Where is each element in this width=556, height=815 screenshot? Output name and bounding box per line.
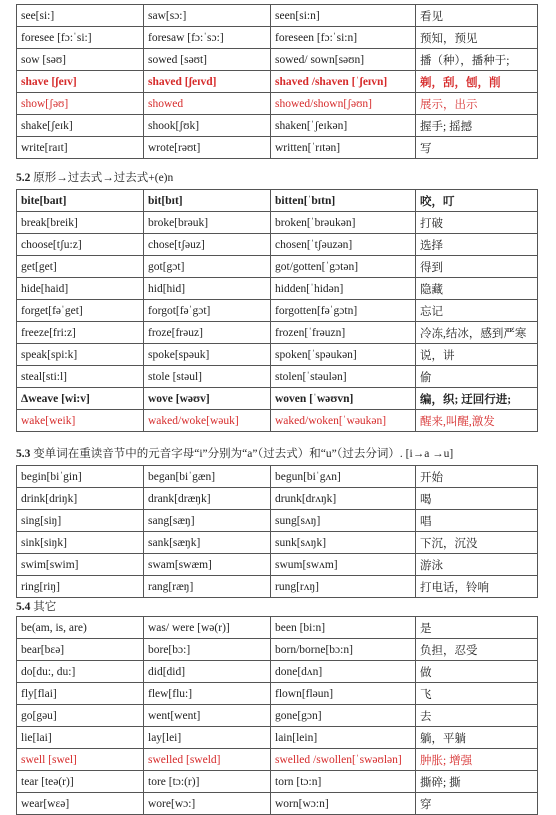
past-participle-cell: hidden[ˈhidən] — [271, 278, 416, 300]
base-form-cell: steal[sti:l] — [17, 366, 144, 388]
base-form-cell: hide[haid] — [17, 278, 144, 300]
meaning-cell: 是 — [416, 617, 538, 639]
past-tense-cell: foresaw [fɔ:ˈsɔ:] — [144, 27, 271, 49]
past-participle-cell: begun[biˈgʌn] — [271, 466, 416, 488]
verb-table-top — [16, 4, 538, 159]
past-tense-cell: bore[bɔ:] — [144, 639, 271, 661]
base-form-cell: speak[spi:k] — [17, 344, 144, 366]
table-row — [17, 212, 538, 234]
meaning-cell: 游泳 — [416, 554, 538, 576]
table-row — [17, 256, 538, 278]
past-tense-cell: hid[hid] — [144, 278, 271, 300]
table-row — [17, 388, 538, 410]
table-row — [17, 115, 538, 137]
meaning-cell: 做 — [416, 661, 538, 683]
past-tense-cell: showed — [144, 93, 271, 115]
meaning-cell: 醒来,叫醒,激发 — [416, 410, 538, 432]
section-number: 5.3 — [16, 448, 31, 460]
past-participle-cell: bitten[ˈbɪtn] — [271, 190, 416, 212]
base-form-cell: freeze[fri:z] — [17, 322, 144, 344]
past-tense-cell: shaved [ʃeɪvd] — [144, 71, 271, 93]
section-5-4-heading — [16, 598, 538, 616]
table-row — [17, 488, 538, 510]
verb-table-5-2 — [16, 189, 538, 432]
section-5-3-heading — [16, 443, 538, 465]
past-tense-cell: stole [stəul] — [144, 366, 271, 388]
past-participle-cell: broken[ˈbrəukən] — [271, 212, 416, 234]
past-tense-cell: swelled [sweld] — [144, 749, 271, 771]
past-tense-cell: broke[brəuk] — [144, 212, 271, 234]
meaning-cell: 忘记 — [416, 300, 538, 322]
table-row — [17, 617, 538, 639]
past-tense-cell: got[gɔt] — [144, 256, 271, 278]
past-tense-cell: saw[sɔ:] — [144, 5, 271, 27]
past-participle-cell: done[dʌn] — [271, 661, 416, 683]
past-participle-cell: sunk[sʌŋk] — [271, 532, 416, 554]
meaning-cell: 唱 — [416, 510, 538, 532]
meaning-cell: 躺，平躺 — [416, 727, 538, 749]
past-tense-cell: swam[swæm] — [144, 554, 271, 576]
past-tense-cell: waked/woke[wəuk] — [144, 410, 271, 432]
base-form-cell: sing[siŋ] — [17, 510, 144, 532]
meaning-cell: 得到 — [416, 256, 538, 278]
section-5-2-heading — [16, 167, 538, 189]
table-row — [17, 27, 538, 49]
meaning-cell: 握手; 摇撼 — [416, 115, 538, 137]
base-form-cell: sink[siŋk] — [17, 532, 144, 554]
base-form-cell: shake[ʃeɪk] — [17, 115, 144, 137]
past-tense-cell: rang[ræŋ] — [144, 576, 271, 598]
past-participle-cell: forgotten[fəˈgɔtn] — [271, 300, 416, 322]
past-tense-cell: spoke[spəuk] — [144, 344, 271, 366]
past-tense-cell: was/ were [wə(r)] — [144, 617, 271, 639]
base-form-cell: wear[wɛə] — [17, 793, 144, 815]
base-form-cell: be(am, is, are) — [17, 617, 144, 639]
base-form-cell: tear [teə(r)] — [17, 771, 144, 793]
meaning-cell: 播（种），播种于; — [416, 49, 538, 71]
base-form-cell: begin[biˈgin] — [17, 466, 144, 488]
table-row — [17, 639, 538, 661]
past-tense-cell: wore[wɔ:] — [144, 793, 271, 815]
meaning-cell: 负担，忍受 — [416, 639, 538, 661]
table-row — [17, 576, 538, 598]
meaning-cell: 咬，叮 — [416, 190, 538, 212]
past-participle-cell: worn[wɔ:n] — [271, 793, 416, 815]
section-title: 原形→过去式→过去式+(e)n — [33, 172, 174, 184]
past-participle-cell: been [bi:n] — [271, 617, 416, 639]
base-form-cell: show[ʃəʊ] — [17, 93, 144, 115]
past-participle-cell: born/borne[bɔ:n] — [271, 639, 416, 661]
past-tense-cell: sang[sæŋ] — [144, 510, 271, 532]
past-tense-cell: drank[dræŋk] — [144, 488, 271, 510]
base-form-cell: lie[lai] — [17, 727, 144, 749]
base-form-cell: see[si:] — [17, 5, 144, 27]
meaning-cell: 肿胀; 增强 — [416, 749, 538, 771]
past-participle-cell: drunk[drʌŋk] — [271, 488, 416, 510]
meaning-cell: 展示，出示 — [416, 93, 538, 115]
past-participle-cell: shaken[ˈʃeɪkən] — [271, 115, 416, 137]
verb-tables-page — [16, 4, 538, 815]
past-tense-cell: froze[frəuz] — [144, 322, 271, 344]
past-tense-cell: bit[bɪt] — [144, 190, 271, 212]
table-row — [17, 300, 538, 322]
past-participle-cell: spoken[ˈspəukən] — [271, 344, 416, 366]
table-row — [17, 771, 538, 793]
meaning-cell: 看见 — [416, 5, 538, 27]
table-row — [17, 466, 538, 488]
base-form-cell: forget[fəˈget] — [17, 300, 144, 322]
table-row — [17, 71, 538, 93]
table-row — [17, 93, 538, 115]
meaning-cell: 写 — [416, 137, 538, 159]
base-form-cell: break[breik] — [17, 212, 144, 234]
past-participle-cell: swum[swʌm] — [271, 554, 416, 576]
base-form-cell: swell [swel] — [17, 749, 144, 771]
past-participle-cell: gone[gɔn] — [271, 705, 416, 727]
table-row — [17, 410, 538, 432]
past-tense-cell: sank[sæŋk] — [144, 532, 271, 554]
base-form-cell: go[gəu] — [17, 705, 144, 727]
past-participle-cell: foreseen [fɔ:ˈsi:n] — [271, 27, 416, 49]
past-participle-cell: lain[lein] — [271, 727, 416, 749]
past-participle-cell: flown[fləun] — [271, 683, 416, 705]
table-row — [17, 510, 538, 532]
past-participle-cell: shaved /shaven [ˈʃeɪvn] — [271, 71, 416, 93]
base-form-cell: shave [ʃeɪv] — [17, 71, 144, 93]
table-row — [17, 683, 538, 705]
meaning-cell: 穿 — [416, 793, 538, 815]
meaning-cell: 下沉，沉没 — [416, 532, 538, 554]
past-participle-cell: torn [tɔ:n] — [271, 771, 416, 793]
meaning-cell: 打电话，铃响 — [416, 576, 538, 598]
table-row — [17, 137, 538, 159]
verb-table-5-4 — [16, 616, 538, 815]
table-row — [17, 278, 538, 300]
past-tense-cell: began[biˈgæn] — [144, 466, 271, 488]
past-participle-cell: showed/shown[ʃəʊn] — [271, 93, 416, 115]
past-tense-cell: went[went] — [144, 705, 271, 727]
base-form-cell: bite[baɪt] — [17, 190, 144, 212]
table-row — [17, 554, 538, 576]
table-row — [17, 234, 538, 256]
past-participle-cell: sowed/ sown[səʊn] — [271, 49, 416, 71]
past-participle-cell: stolen[ˈstəulən] — [271, 366, 416, 388]
past-tense-cell: forgot[fəˈgɔt] — [144, 300, 271, 322]
past-participle-cell: chosen[ˈtʃəuzən] — [271, 234, 416, 256]
meaning-cell: 选择 — [416, 234, 538, 256]
meaning-cell: 说，讲 — [416, 344, 538, 366]
base-form-cell: get[get] — [17, 256, 144, 278]
past-tense-cell: flew[flu:] — [144, 683, 271, 705]
meaning-cell: 偷 — [416, 366, 538, 388]
table-row — [17, 532, 538, 554]
past-tense-cell: shook[ʃʊk] — [144, 115, 271, 137]
base-form-cell: drink[driŋk] — [17, 488, 144, 510]
past-tense-cell: lay[lei] — [144, 727, 271, 749]
table-row — [17, 366, 538, 388]
table-row — [17, 49, 538, 71]
past-participle-cell: waked/woken[ˈwəukən] — [271, 410, 416, 432]
base-form-cell: ring[riŋ] — [17, 576, 144, 598]
table-row — [17, 749, 538, 771]
section-number: 5.4 — [16, 601, 31, 613]
table-row — [17, 727, 538, 749]
section-number: 5.2 — [16, 172, 31, 184]
table-row — [17, 793, 538, 815]
meaning-cell: 预知，预见 — [416, 27, 538, 49]
base-form-cell: fly[flai] — [17, 683, 144, 705]
base-form-cell: foresee [fɔ:ˈsi:] — [17, 27, 144, 49]
past-participle-cell: sung[sʌŋ] — [271, 510, 416, 532]
meaning-cell: 飞 — [416, 683, 538, 705]
past-tense-cell: chose[tʃəuz] — [144, 234, 271, 256]
section-title: 其它 — [33, 601, 57, 613]
meaning-cell: 撕碎; 撕 — [416, 771, 538, 793]
base-form-cell: bear[bɛə] — [17, 639, 144, 661]
table-row — [17, 190, 538, 212]
past-participle-cell: woven [ˈwəʊvn] — [271, 388, 416, 410]
base-form-cell: sow [səʊ] — [17, 49, 144, 71]
past-tense-cell: wove [wəʊv] — [144, 388, 271, 410]
meaning-cell: 冷冻,结冰，感到严寒 — [416, 322, 538, 344]
past-tense-cell: tore [tɔ:(r)] — [144, 771, 271, 793]
base-form-cell: wake[weik] — [17, 410, 144, 432]
table-row — [17, 5, 538, 27]
past-participle-cell: swelled /swollen[ˈswəʊlən] — [271, 749, 416, 771]
meaning-cell: 打破 — [416, 212, 538, 234]
meaning-cell: 喝 — [416, 488, 538, 510]
base-form-cell: choose[tʃu:z] — [17, 234, 144, 256]
verb-table-5-3 — [16, 465, 538, 598]
past-participle-cell: got/gotten[ˈgɔtən] — [271, 256, 416, 278]
table-row — [17, 705, 538, 727]
base-form-cell: do[du:, du:] — [17, 661, 144, 683]
past-participle-cell: rung[rʌŋ] — [271, 576, 416, 598]
table-row — [17, 322, 538, 344]
section-title: 变单词在重读音节中的元音字母“i”分别为“a”（过去式）和“u”（过去分词）. [i→a →u] — [33, 448, 454, 460]
past-participle-cell: written[ˈrɪtən] — [271, 137, 416, 159]
table-row — [17, 344, 538, 366]
meaning-cell: 编，织; 迂回行进; — [416, 388, 538, 410]
past-participle-cell: frozen[ˈfrəuzn] — [271, 322, 416, 344]
past-tense-cell: sowed [səʊt] — [144, 49, 271, 71]
past-tense-cell: did[did] — [144, 661, 271, 683]
table-row — [17, 661, 538, 683]
past-tense-cell: wrote[rəʊt] — [144, 137, 271, 159]
base-form-cell: write[raɪt] — [17, 137, 144, 159]
past-participle-cell: seen[si:n] — [271, 5, 416, 27]
meaning-cell: 隐藏 — [416, 278, 538, 300]
meaning-cell: 剃，刮，刨，削 — [416, 71, 538, 93]
meaning-cell: 开始 — [416, 466, 538, 488]
base-form-cell: Δweave [wi:v] — [17, 388, 144, 410]
meaning-cell: 去 — [416, 705, 538, 727]
base-form-cell: swim[swim] — [17, 554, 144, 576]
